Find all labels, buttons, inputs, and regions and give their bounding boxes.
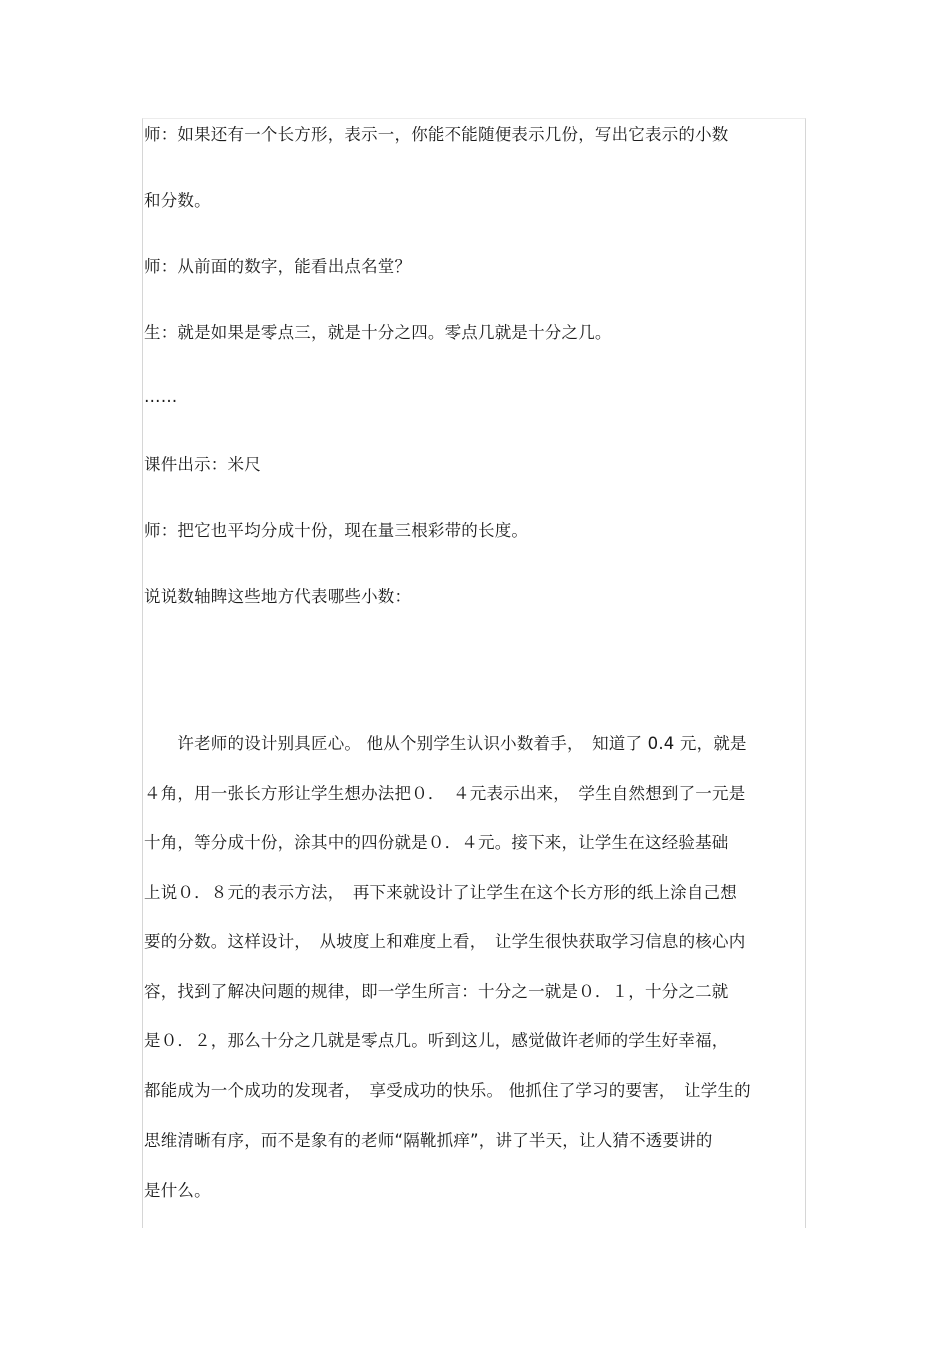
commentary-line: 思维清晰有序，而不是象有的老师“隔靴抓痒”，讲了半天，让人猜不透要讲的: [144, 1131, 713, 1150]
dialogue-line-teacher-ribbon: 师：把它也平均分成十份，现在量三根彩带的长度。: [144, 521, 529, 540]
dialogue-ellipsis: ……: [144, 387, 178, 406]
commentary-line: 是０．２，那么十分之几就是零点几。听到这儿，感觉做许老师的学生好幸福，: [144, 1031, 729, 1050]
dialogue-line-continuation: 和分数。: [144, 191, 211, 210]
commentary-line: 上说０．８元的表示方法， 再下来就设计了让学生在这个长方形的纸上涂自己想: [144, 883, 737, 902]
dialogue-line-student-answer: 生：就是如果是零点三，就是十分之四。零点几就是十分之几。: [144, 323, 612, 342]
commentary-line: 许老师的设计别具匠心。 他从个别学生认识小数着手， 知道了 0.4 元，就是: [144, 734, 747, 753]
commentary-line: 要的分数。这样设计， 从坡度上和难度上看， 让学生很快获取学习信息的核心内: [144, 932, 746, 951]
commentary-line: ４角，用一张长方形让学生想办法把０． ４元表示出来， 学生自然想到了一元是: [144, 784, 746, 803]
page-frame: [142, 118, 806, 1228]
dialogue-line-teacher-question: 师：从前面的数字，能看出点名堂？: [144, 257, 412, 276]
commentary-line: 都能成为一个成功的发现者， 享受成功的快乐。 他抓住了学习的要害， 让学生的: [144, 1081, 751, 1100]
dialogue-line-teacher-rectangle: 师：如果还有一个长方形，表示一，你能不能随便表示几份，写出它表示的小数: [144, 125, 729, 144]
dialogue-line-courseware: 课件出示：米尺: [144, 455, 261, 474]
dialogue-line-number-axis: 说说数轴睥这些地方代表哪些小数：: [144, 587, 412, 606]
commentary-line: 十角，等分成十份，涂其中的四份就是０．４元。接下来，让学生在这经验基础: [144, 833, 729, 852]
commentary-line: 容，找到了解决问题的规律，即一学生所言：十分之一就是０．１，十分之二就: [144, 982, 729, 1001]
commentary-line: 是什么。: [144, 1181, 211, 1200]
